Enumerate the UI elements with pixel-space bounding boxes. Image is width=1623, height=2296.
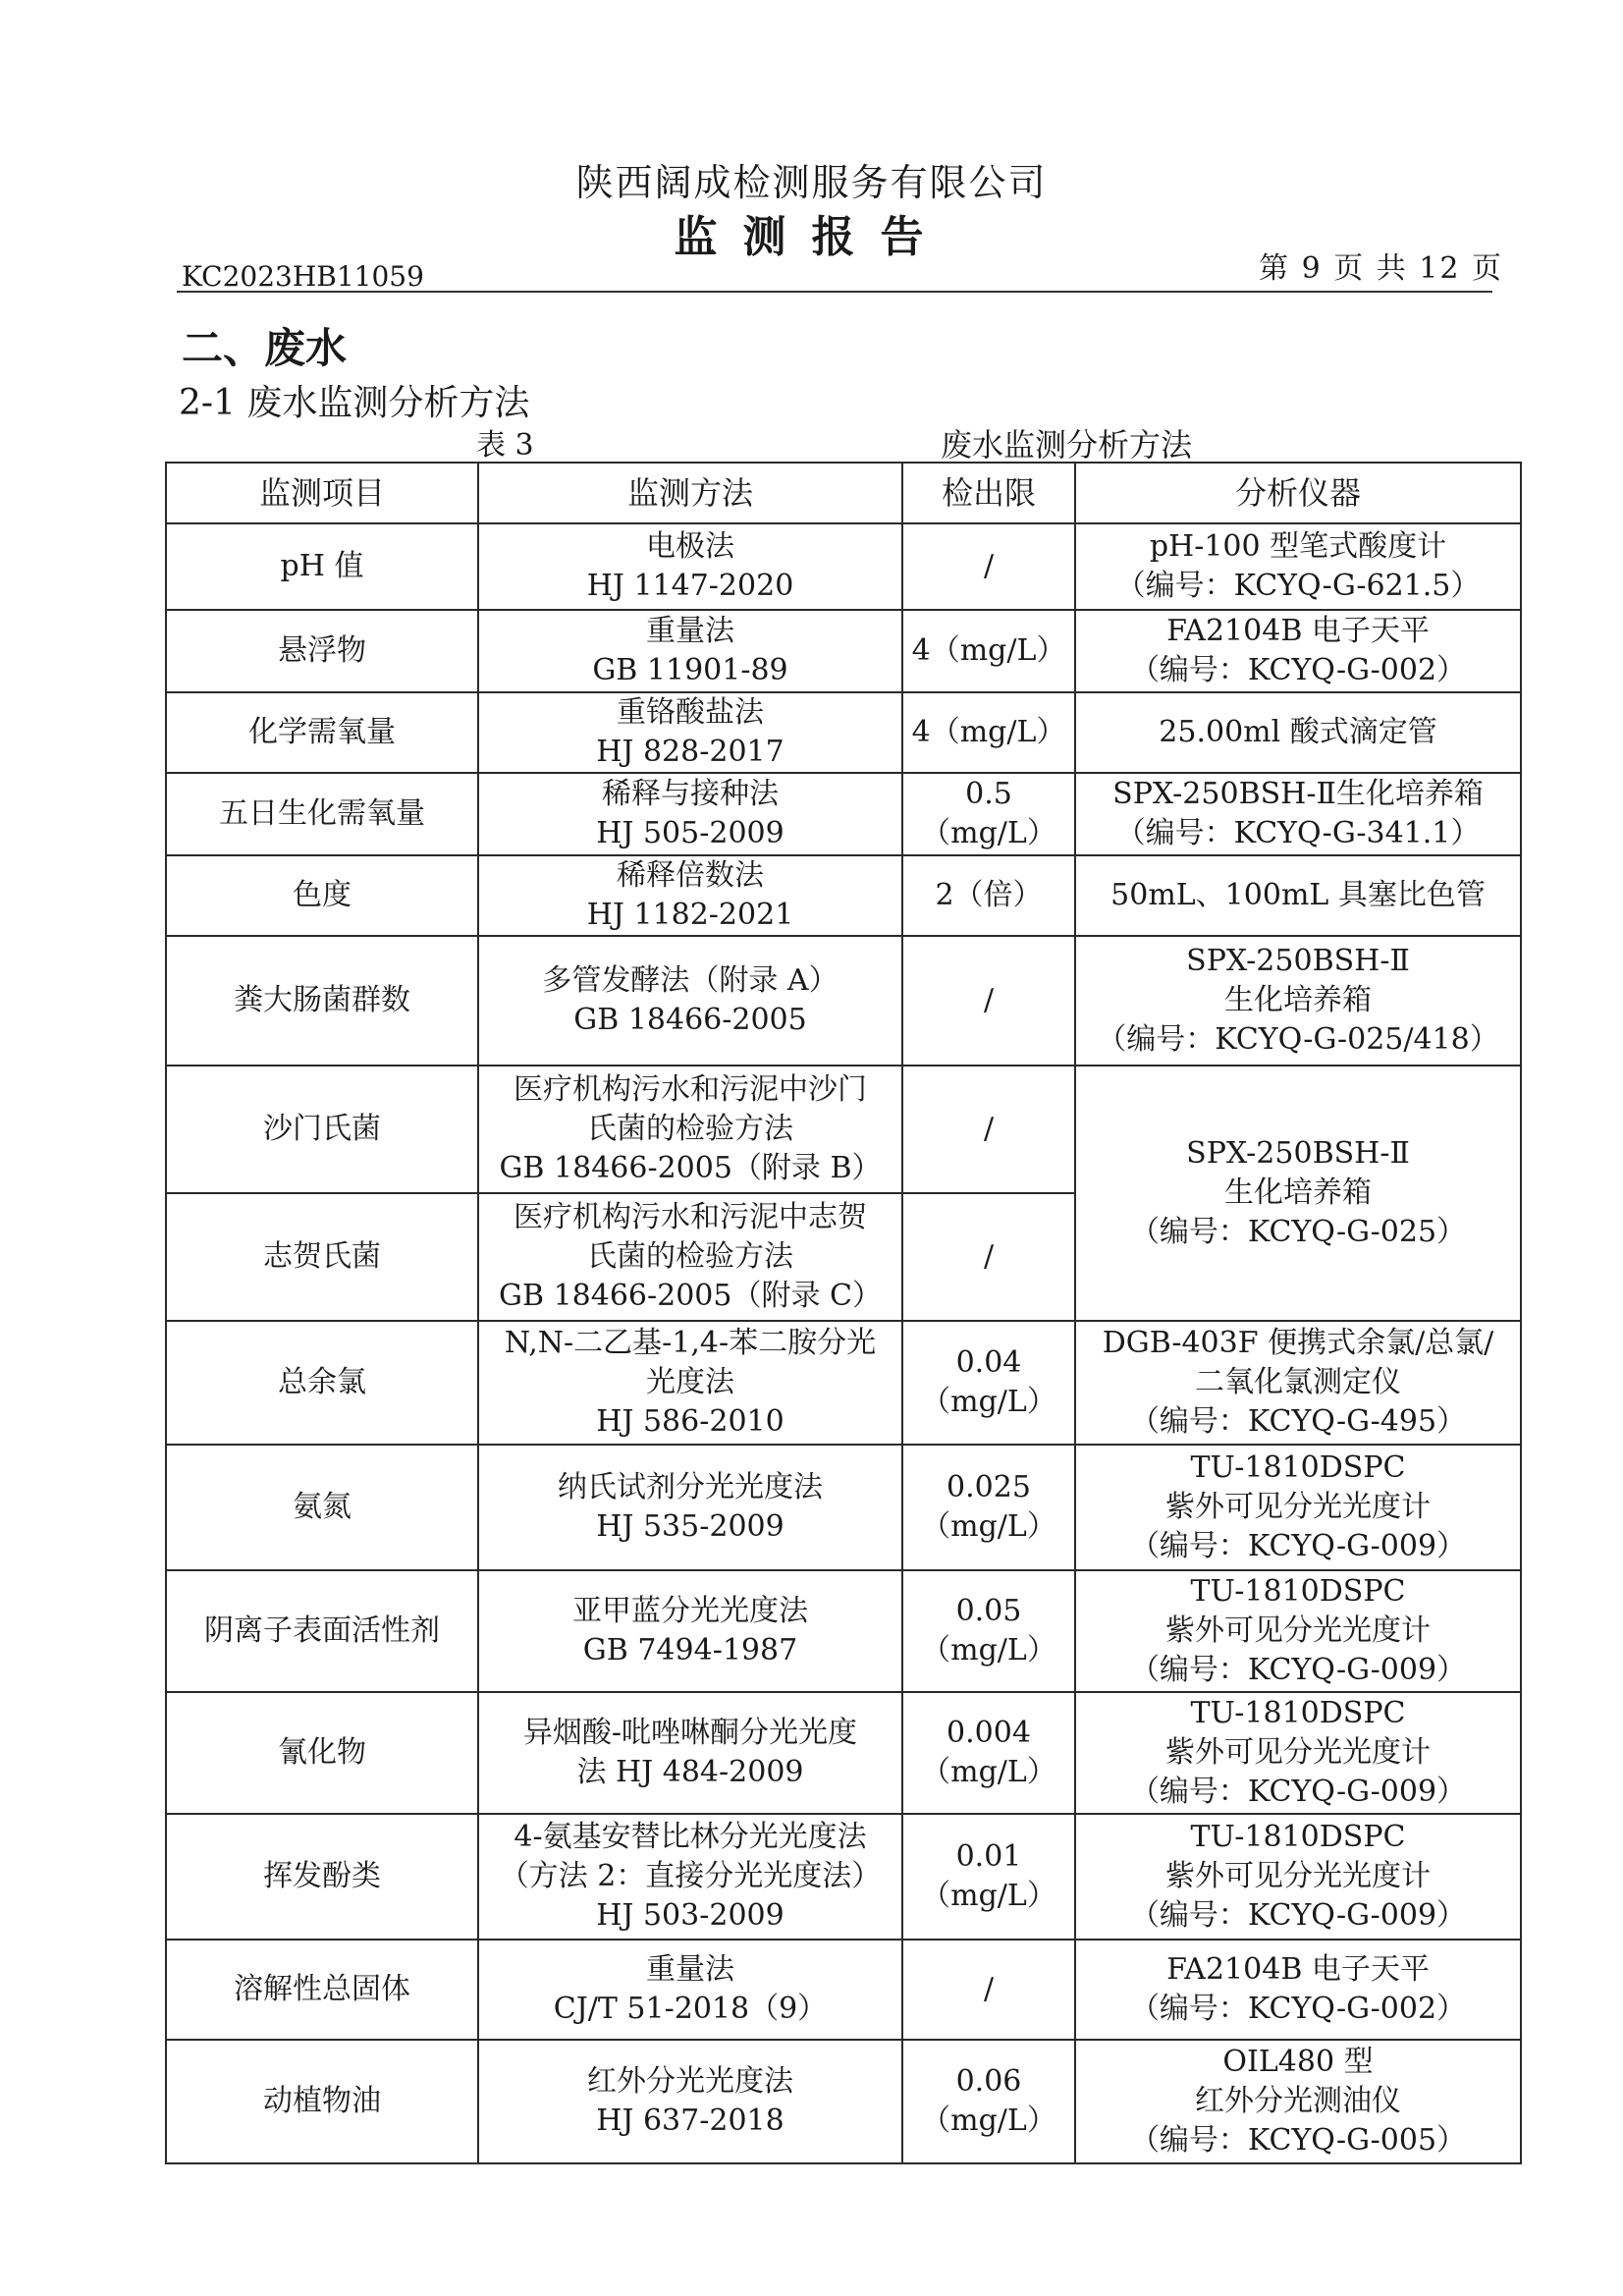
cell-line: DGB-403F 便携式余氯/总氯/ [1102, 1326, 1494, 1360]
cell-line: pH-100 型笔式酸度计 [1149, 529, 1447, 564]
cell-line: N,N-二乙基-1,4-苯二胺分光 [504, 1326, 877, 1360]
cell-line: 紫外可见分光光度计 [1165, 1613, 1431, 1648]
cell-line: （mg/L） [921, 1633, 1056, 1667]
limit-cell [902, 773, 1075, 855]
cell-line: TU-1810DSPC [1190, 1820, 1406, 1854]
cell-line: （mg/L） [921, 2104, 1056, 2138]
item-cell: 色度 [166, 855, 478, 936]
limit-cell [902, 1570, 1075, 1692]
instrument-cell [1075, 1940, 1521, 2040]
cell-line: （mg/L） [921, 1509, 1056, 1544]
cell-line: GB 18466-2005（附录 B） [499, 1151, 882, 1185]
cell-line: 0.04 [955, 1345, 1022, 1380]
cell-line: （编号：KCYQ-G-009） [1129, 1898, 1467, 1933]
table-row [166, 2040, 1521, 2163]
method-cell [478, 1193, 902, 1321]
cell-line: （编号：KCYQ-G-621.5） [1115, 569, 1481, 603]
cell-line: 多管发酵法（附录 A） [542, 963, 839, 998]
cell-line: 医疗机构污水和污泥中沙门 [514, 1072, 867, 1107]
cell-line: （mg/L） [921, 1879, 1056, 1913]
table-row [166, 692, 1521, 773]
item-cell: 粪大肠菌群数 [166, 936, 478, 1066]
instrument-cell [1075, 855, 1521, 936]
limit-cell [902, 855, 1075, 936]
cell-line: GB 18466-2005 [573, 1003, 807, 1037]
instrument-cell [1075, 1066, 1521, 1321]
cell-line: TU-1810DSPC [1190, 1574, 1406, 1609]
cell-line: （mg/L） [921, 816, 1056, 850]
report-title: 监测报告 [674, 212, 949, 262]
cell-line: （编号：KCYQ-G-009） [1129, 1529, 1467, 1563]
section-heading: 二、废水 [182, 324, 348, 372]
methods-table [165, 462, 1522, 2164]
cell-line: （编号：KCYQ-G-009） [1129, 1775, 1467, 1809]
cell-line: / [983, 1112, 995, 1146]
cell-line: SPX-250BSH-Ⅱ [1186, 1136, 1410, 1171]
column-header: 监测项目 [166, 463, 478, 523]
table-row [166, 1321, 1521, 1445]
instrument-cell [1075, 2040, 1521, 2163]
cell-line: SPX-250BSH-Ⅱ [1186, 944, 1410, 978]
method-cell [478, 936, 902, 1066]
cell-line: / [983, 1239, 995, 1274]
cell-line: 紫外可见分光光度计 [1165, 1735, 1431, 1770]
limit-cell [902, 2040, 1075, 2163]
cell-line: GB 11901-89 [592, 653, 788, 687]
cell-line: 0.06 [955, 2064, 1022, 2099]
cell-line: 紫外可见分光光度计 [1165, 1490, 1431, 1524]
item-cell: 悬浮物 [166, 610, 478, 692]
subsection-heading: 2-1 废水监测分析方法 [179, 383, 530, 423]
cell-line: 医疗机构污水和污泥中志贺 [514, 1200, 867, 1234]
item-cell: 五日生化需氧量 [166, 773, 478, 855]
limit-cell [902, 1692, 1075, 1814]
method-cell [478, 1940, 902, 2040]
cell-line: 稀释倍数法 [617, 858, 764, 893]
method-cell [478, 1570, 902, 1692]
item-cell: 氨氮 [166, 1445, 478, 1570]
cell-line: 0.025 [947, 1470, 1031, 1504]
limit-cell [902, 1066, 1075, 1193]
cell-line: / [983, 1972, 995, 2006]
item-cell: 沙门氏菌 [166, 1066, 478, 1193]
cell-line: 稀释与接种法 [602, 777, 779, 811]
cell-line: 紫外可见分光光度计 [1165, 1859, 1431, 1893]
method-cell [478, 610, 902, 692]
table-row [166, 1066, 1521, 1193]
table-row [166, 773, 1521, 855]
cell-line: 重量法 [646, 1952, 734, 1987]
cell-line: 重量法 [646, 614, 734, 648]
cell-line: HJ 505-2009 [596, 816, 784, 850]
item-cell: pH 值 [166, 523, 478, 610]
company-name: 陕西阔成检测服务有限公司 [575, 161, 1048, 204]
cell-line: 4-氨基安替比林分光光度法 [514, 1820, 867, 1854]
method-cell [478, 2040, 902, 2163]
table-label: 表 3 [476, 428, 534, 463]
cell-line: 纳氏试剂分光光度法 [558, 1470, 823, 1504]
cell-line: 法 HJ 484-2009 [576, 1755, 804, 1789]
cell-line: 生化培养箱 [1224, 983, 1372, 1017]
table-row [166, 936, 1521, 1066]
cell-line: HJ 1147-2020 [586, 569, 794, 603]
limit-cell [902, 1193, 1075, 1321]
item-cell: 氰化物 [166, 1692, 478, 1814]
method-cell [478, 692, 902, 773]
cell-line: （编号：KCYQ-G-009） [1129, 1653, 1467, 1687]
limit-cell [902, 936, 1075, 1066]
cell-line: 0.01 [955, 1839, 1022, 1874]
cell-line: 生化培养箱 [1224, 1175, 1372, 1210]
table-row [166, 855, 1521, 936]
column-header: 监测方法 [478, 463, 902, 523]
table-row [166, 1445, 1521, 1570]
instrument-cell [1075, 692, 1521, 773]
cell-line: / [983, 549, 995, 583]
table-row [166, 1692, 1521, 1814]
cell-line: 亚甲蓝分光光度法 [572, 1594, 808, 1628]
limit-cell [902, 1940, 1075, 2040]
table-row [166, 1570, 1521, 1692]
cell-line: OIL480 型 [1222, 2045, 1374, 2079]
table-row [166, 610, 1521, 692]
table-row [166, 1940, 1521, 2040]
instrument-cell [1075, 1321, 1521, 1445]
limit-cell [902, 1814, 1075, 1940]
instrument-cell [1075, 936, 1521, 1066]
table-row [166, 1814, 1521, 1940]
cell-line: FA2104B 电子天平 [1166, 1952, 1430, 1987]
method-cell [478, 523, 902, 610]
cell-line: （编号：KCYQ-G-002） [1129, 1992, 1467, 2026]
table-header-row [166, 463, 1521, 523]
header-divider [177, 291, 1492, 293]
cell-line: 25.00ml 酸式滴定管 [1159, 715, 1437, 749]
cell-line: TU-1810DSPC [1190, 1450, 1406, 1485]
item-cell: 志贺氏菌 [166, 1193, 478, 1321]
item-cell: 动植物油 [166, 2040, 478, 2163]
cell-line: HJ 828-2017 [596, 735, 784, 769]
cell-line: HJ 637-2018 [596, 2104, 784, 2138]
cell-line: （方法 2：直接分光光度法） [499, 1859, 882, 1893]
cell-line: / [983, 983, 995, 1017]
item-cell: 化学需氧量 [166, 692, 478, 773]
limit-cell [902, 610, 1075, 692]
cell-line: 0.004 [947, 1716, 1031, 1750]
cell-line: （编号：KCYQ-G-341.1） [1115, 816, 1481, 850]
method-cell [478, 1445, 902, 1570]
cell-line: （编号：KCYQ-G-005） [1129, 2123, 1467, 2158]
table-row [166, 523, 1521, 610]
cell-line: 50mL、100mL 具塞比色管 [1110, 878, 1486, 912]
cell-line: GB 7494-1987 [582, 1633, 798, 1667]
cell-line: HJ 1182-2021 [586, 898, 794, 932]
cell-line: HJ 535-2009 [596, 1509, 784, 1544]
cell-line: （mg/L） [921, 1755, 1056, 1789]
method-cell [478, 1692, 902, 1814]
cell-line: （mg/L） [921, 1385, 1056, 1419]
method-cell [478, 1321, 902, 1445]
cell-line: HJ 586-2010 [596, 1404, 784, 1439]
instrument-cell [1075, 1570, 1521, 1692]
cell-line: SPX-250BSH-Ⅱ生化培养箱 [1112, 777, 1484, 811]
cell-line: 二氧化氯测定仪 [1195, 1365, 1401, 1399]
instrument-cell [1075, 610, 1521, 692]
item-cell: 阴离子表面活性剂 [166, 1570, 478, 1692]
cell-line: 电极法 [646, 529, 734, 564]
limit-cell [902, 523, 1075, 610]
cell-line: 氏菌的检验方法 [587, 1239, 793, 1274]
method-cell [478, 855, 902, 936]
cell-line: （编号：KCYQ-G-495） [1129, 1404, 1467, 1439]
cell-line: （编号：KCYQ-G-002） [1129, 653, 1467, 687]
item-cell: 溶解性总固体 [166, 1940, 478, 2040]
instrument-cell [1075, 523, 1521, 610]
limit-cell [902, 1445, 1075, 1570]
method-cell [478, 773, 902, 855]
instrument-cell [1075, 1814, 1521, 1940]
report-number: KC2023HB11059 [182, 260, 424, 293]
item-cell: 挥发酚类 [166, 1814, 478, 1940]
instrument-cell [1075, 773, 1521, 855]
cell-line: FA2104B 电子天平 [1166, 614, 1430, 648]
limit-cell [902, 692, 1075, 773]
instrument-cell [1075, 1445, 1521, 1570]
limit-cell [902, 1321, 1075, 1445]
cell-line: （编号：KCYQ-G-025/418） [1097, 1022, 1499, 1057]
column-header: 检出限 [902, 463, 1075, 523]
cell-line: 红外分光测油仪 [1195, 2084, 1401, 2118]
cell-line: 0.5 [965, 777, 1012, 811]
cell-line: 红外分光光度法 [587, 2064, 793, 2099]
cell-line: GB 18466-2005（附录 C） [499, 1279, 882, 1313]
cell-line: 异烟酸-吡唑啉酮分光光度 [522, 1716, 858, 1750]
cell-line: （编号：KCYQ-G-025） [1129, 1215, 1467, 1249]
table-body [166, 523, 1521, 2163]
item-cell: 总余氯 [166, 1321, 478, 1445]
cell-line: 重铬酸盐法 [617, 695, 764, 730]
page-indicator: 第 9 页 共 12 页 [1259, 251, 1503, 286]
method-cell [478, 1814, 902, 1940]
method-cell [478, 1066, 902, 1193]
column-header: 分析仪器 [1075, 463, 1521, 523]
cell-line: 2（倍） [935, 878, 1043, 912]
cell-line: 4（mg/L） [911, 633, 1066, 668]
cell-line: HJ 503-2009 [596, 1898, 784, 1933]
cell-line: 0.05 [955, 1594, 1022, 1628]
table-caption: 废水监测分析方法 [941, 426, 1193, 464]
cell-line: TU-1810DSPC [1190, 1696, 1406, 1730]
cell-line: 4（mg/L） [911, 715, 1066, 749]
cell-line: 氏菌的检验方法 [587, 1112, 793, 1146]
instrument-cell [1075, 1692, 1521, 1814]
cell-line: 光度法 [646, 1365, 734, 1399]
cell-line: CJ/T 51-2018（9） [553, 1992, 828, 2026]
